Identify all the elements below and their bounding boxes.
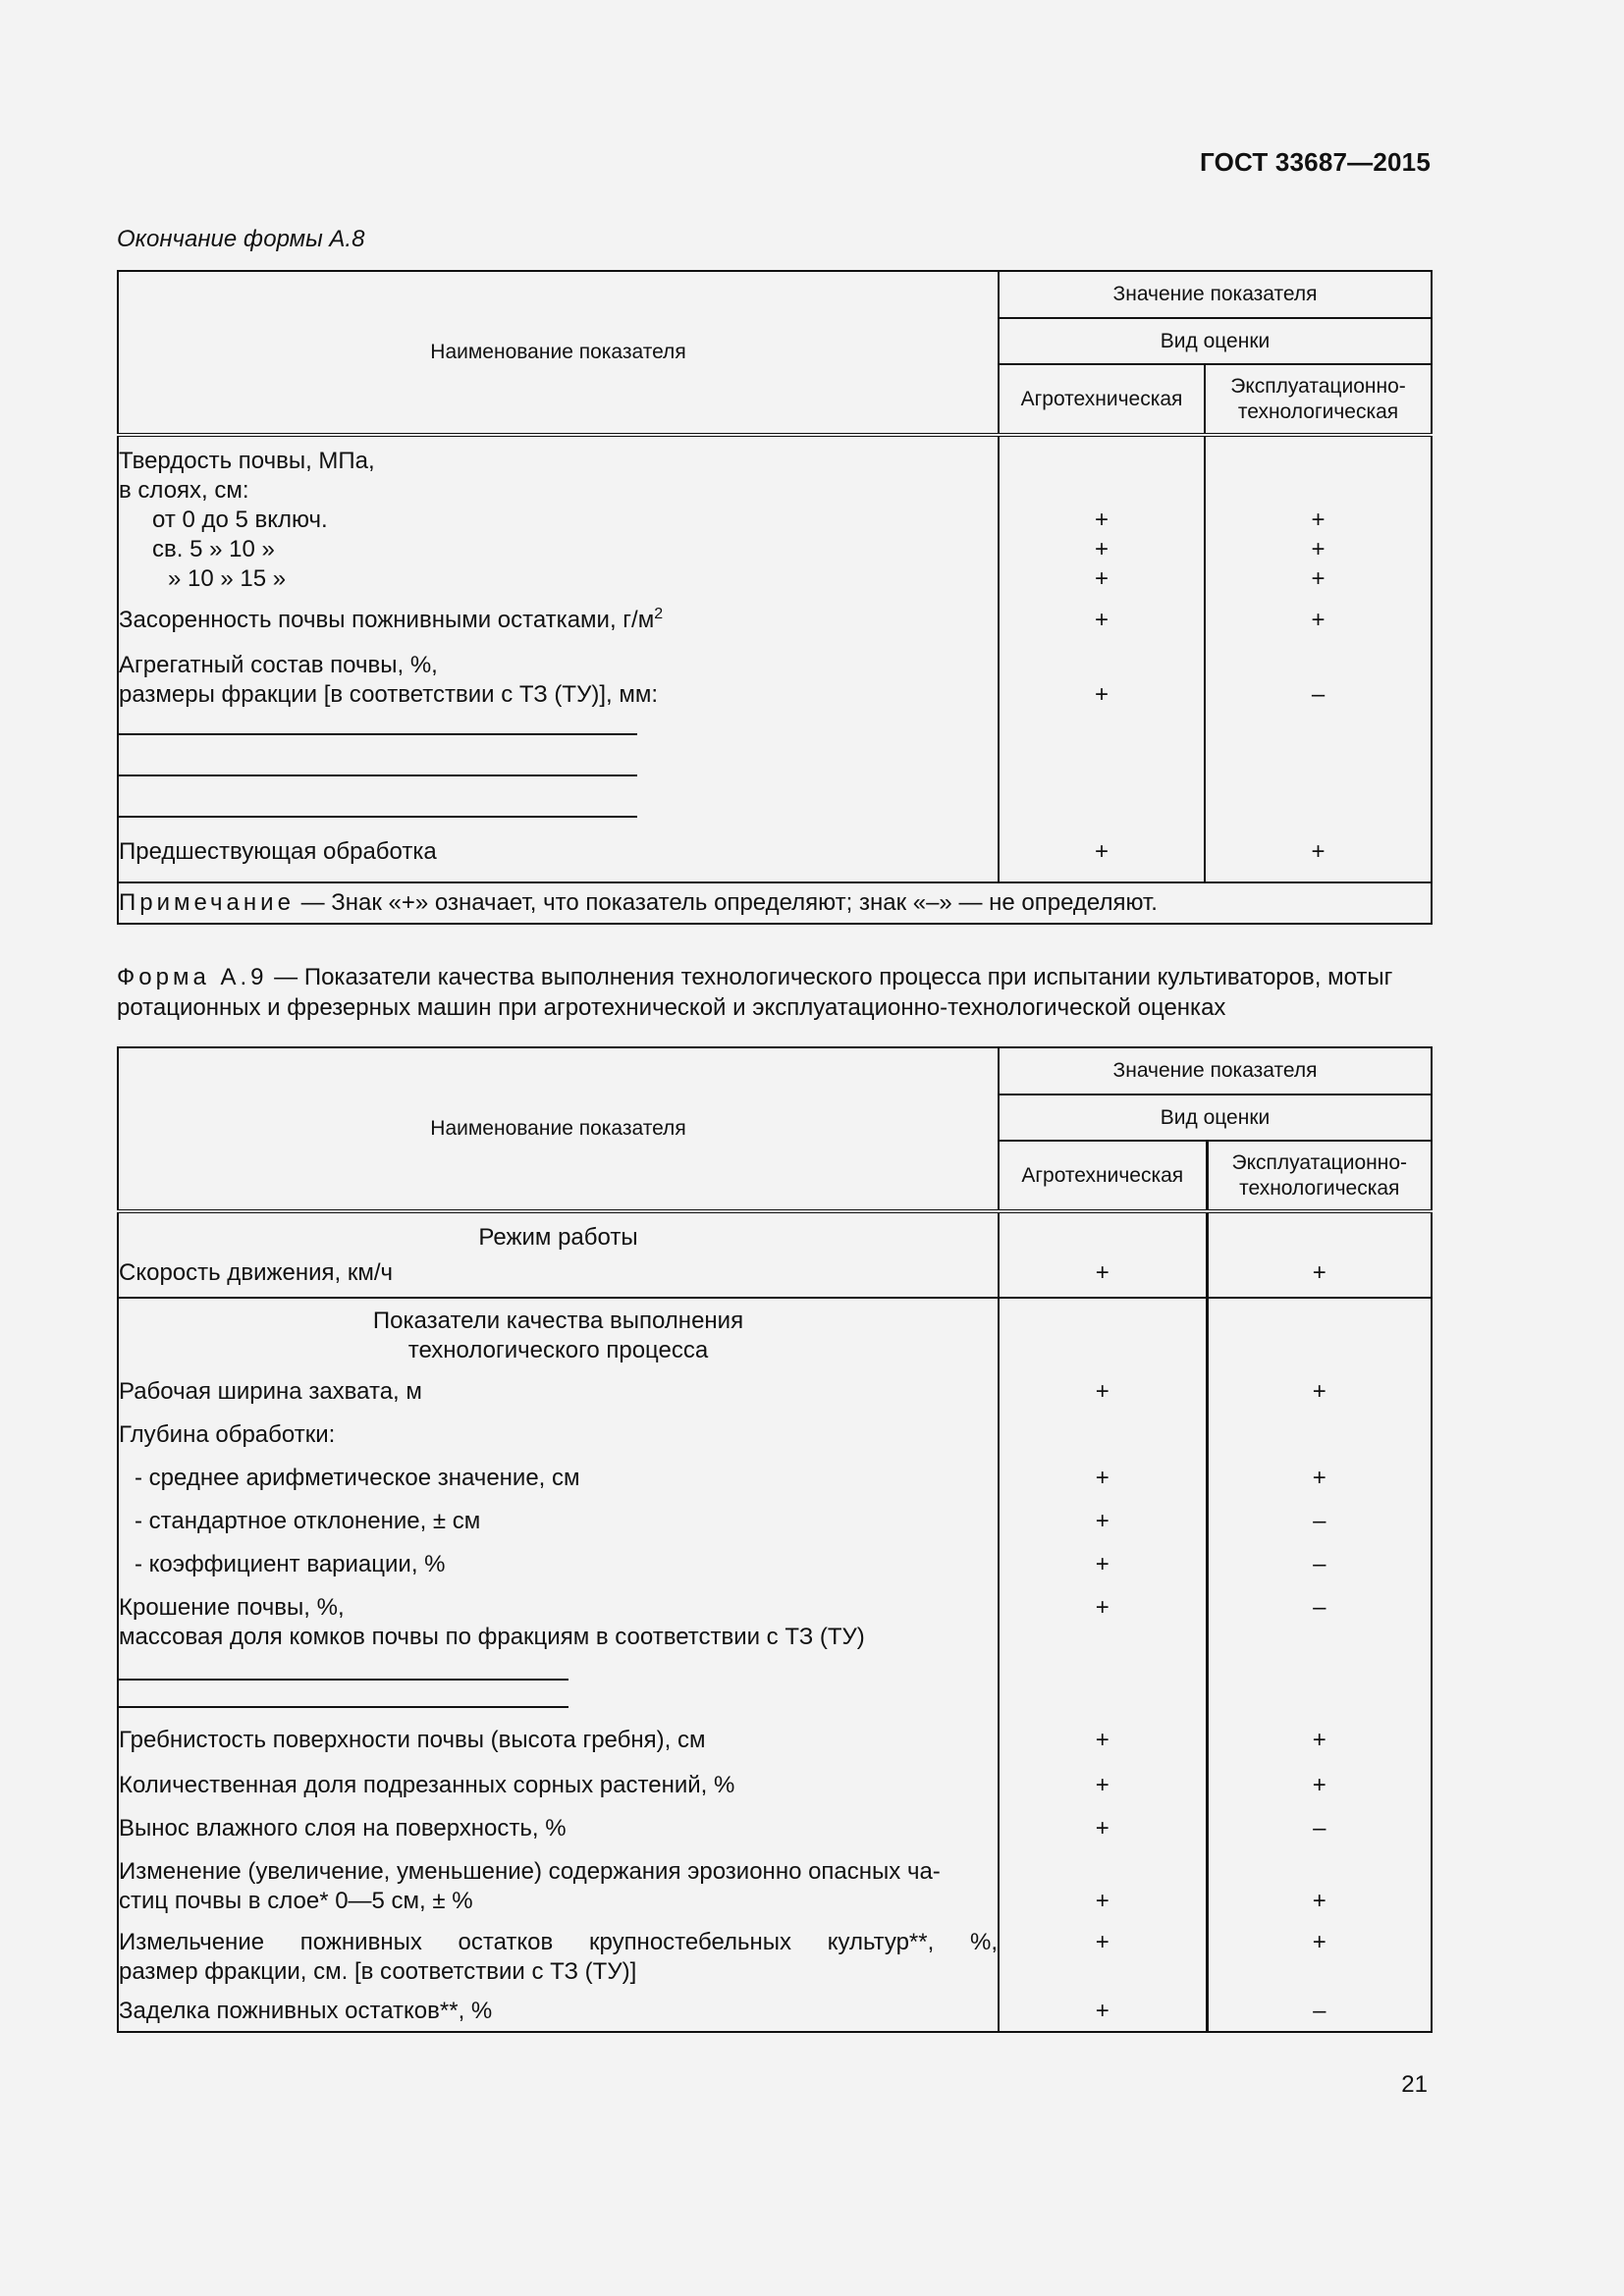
row-exploit: + (1207, 1716, 1432, 1759)
row-exploit: – (1207, 1802, 1432, 1845)
row-exploit: + (1207, 1365, 1432, 1409)
incorp-label: Заделка пожнивных остатков**, % (118, 1987, 999, 2032)
row-agro: + (999, 1365, 1207, 1409)
incorp-agro: + (999, 1987, 1207, 2032)
layer-label: » 10 » 15 » (168, 565, 287, 592)
erosion-label: Изменение (увеличение, уменьшение) содержания эрозионно опасных ча- стиц почвы в слое* 0—5 см, ± % (118, 1845, 999, 1916)
hardness-exploit: + + + (1205, 435, 1432, 594)
contamination-exploit: + (1205, 594, 1432, 637)
blank-lines (119, 1652, 568, 1708)
form-a9-caption: Форма А.9 — Показатели качества выполнения технологического процесса при испытании культиваторов, мотыг ротационных и фрезерных машин при агротехнической и эксплуатационно-технологической оценках (117, 964, 1393, 1021)
erosion-agro: + (999, 1845, 1207, 1916)
row-agro: + (999, 1495, 1207, 1538)
header-name-col: Наименование показателя (118, 1047, 999, 1211)
form-a8-table (117, 270, 1433, 925)
crushing-exploit: – (1207, 1581, 1432, 1716)
residue-agro: + (999, 1916, 1207, 1987)
row-label: - стандартное отклонение, ± см (118, 1495, 999, 1538)
note: Примечание — Знак «+» означает, что показатель определяют; знак «–» — не определяют. (118, 882, 1432, 924)
page-number: 21 (1401, 2071, 1428, 2098)
aggregate-label: Агрегатный состав почвы, %, размеры фракции [в соответствии с ТЗ (ТУ)], мм: (118, 637, 999, 837)
row-agro (999, 1409, 1207, 1452)
row-label: Гребнистость поверхности почвы (высота гребня), см (118, 1716, 999, 1759)
speed-exploit: + (1207, 1255, 1432, 1298)
row-label: Глубина обработки: (118, 1409, 999, 1452)
row-exploit: + (1207, 1759, 1432, 1802)
header-assessment-type: Вид оценки (999, 1095, 1432, 1141)
previous-agro: + (999, 837, 1205, 882)
crushing-label: Крошение почвы, %, массовая доля комков почвы по фракциям в соответствии с ТЗ (ТУ) (118, 1581, 999, 1716)
header-value-group: Значение показателя (999, 271, 1432, 318)
header-agro: Агротехническая (999, 1141, 1207, 1211)
row-exploit: – (1207, 1538, 1432, 1581)
row-agro: + (999, 1759, 1207, 1802)
residue-label: Измельчение пожнивных остатков крупностебельных культур**, %, размер фракции, см. [в соответствии с ТЗ (ТУ)] (118, 1916, 999, 1987)
row-agro: + (999, 1802, 1207, 1845)
row-agro: + (999, 1538, 1207, 1581)
blank-lines (119, 710, 637, 818)
row-label: Количественная доля подрезанных сорных растений, % (118, 1759, 999, 1802)
layer-label: св. 5 » 10 » (152, 536, 275, 562)
section-quality-title: Показатели качества выполнения технологического процесса (118, 1298, 999, 1365)
residue-exploit: + (1207, 1916, 1432, 1987)
header-exploit: Эксплуатационно- технологическая (1207, 1141, 1432, 1211)
header-assessment-type: Вид оценки (999, 318, 1432, 364)
contamination-label: Засоренность почвы пожнивными остатками, $г/м^2$ (118, 594, 999, 637)
form-a8-caption: Окончание формы А.8 (117, 226, 365, 252)
row-label: Вынос влажного слоя на поверхность, % (118, 1802, 999, 1845)
hardness-label: Твердость почвы, МПа, в слоях, см: от 0 до 5 включ. св. 5 » 10 » » 10 » 15 » (118, 435, 999, 594)
crushing-agro: + (999, 1581, 1207, 1716)
layer-label: от 0 до 5 включ. (152, 507, 328, 533)
row-exploit: + (1207, 1452, 1432, 1495)
standard-code: ГОСТ 33687—2015 (1200, 147, 1431, 177)
speed-agro: + (999, 1255, 1207, 1298)
hardness-agro: + + + (999, 435, 1205, 594)
row-exploit (1207, 1409, 1432, 1452)
aggregate-exploit: – (1205, 637, 1432, 837)
row-agro: + (999, 1716, 1207, 1759)
row-exploit: – (1207, 1495, 1432, 1538)
incorp-exploit: – (1207, 1987, 1432, 2032)
contamination-agro: + (999, 594, 1205, 637)
row-label: - коэффициент вариации, % (118, 1538, 999, 1581)
previous-exploit: + (1205, 837, 1432, 882)
row-agro: + (999, 1452, 1207, 1495)
row-label: - среднее арифметическое значение, см (118, 1452, 999, 1495)
header-name-col: Наименование показателя (118, 271, 999, 435)
header-agro: Агротехническая (999, 364, 1205, 435)
section-mode-title: Режим работы (118, 1211, 999, 1255)
form-a9-table (117, 1046, 1433, 2033)
speed-label: Скорость движения, км/ч (118, 1255, 999, 1298)
header-value-group: Значение показателя (999, 1047, 1432, 1095)
previous-label: Предшествующая обработка (118, 837, 999, 882)
erosion-exploit: + (1207, 1845, 1432, 1916)
row-label: Рабочая ширина захвата, м (118, 1365, 999, 1409)
aggregate-agro: + (999, 637, 1205, 837)
header-exploit: Эксплуатационно- технологическая (1205, 364, 1432, 435)
